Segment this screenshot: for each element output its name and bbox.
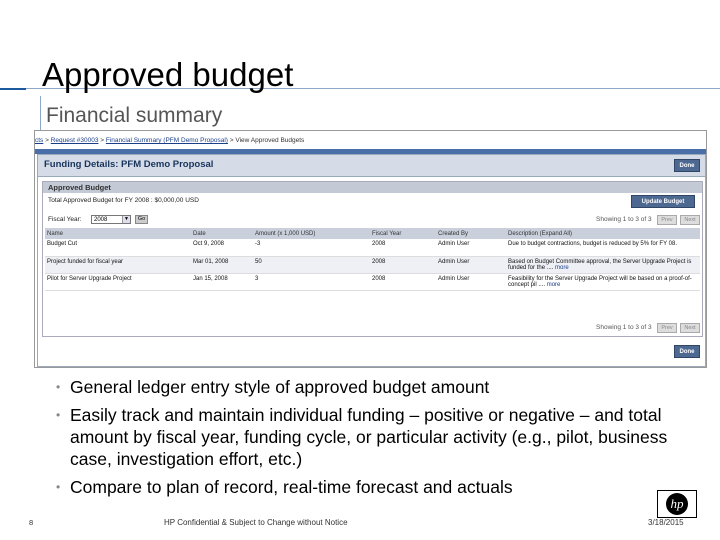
cell-amount: 3 (253, 273, 370, 290)
cell-name: Project funded for fiscal year (45, 256, 191, 273)
cell-created-by: Admin User (436, 256, 506, 273)
approved-budget-header (43, 182, 702, 193)
bullet-item (56, 404, 696, 470)
footer-date: 3/18/2015 (648, 518, 684, 527)
hp-logo-icon (657, 490, 697, 518)
cell-description (506, 256, 700, 273)
confidential-notice: HP Confidential & Subject to Change without Notice (164, 518, 348, 527)
bullet-text: General ledger entry style of approved budget amount (70, 377, 490, 397)
cell-fiscal-year: 2008 (370, 273, 436, 290)
description-text: Feasibility for the Server Upgrade Project will be based on a proof-of-concept pil .... (508, 275, 692, 288)
column-header-date[interactable]: Date (191, 228, 253, 239)
funding-details-header (38, 155, 705, 177)
more-link[interactable]: more (546, 281, 561, 288)
column-header-amount[interactable]: Amount (x 1,000 USD) (253, 228, 370, 239)
column-header-description[interactable]: Description (Expand All) (506, 228, 700, 239)
funding-details-box (37, 154, 706, 367)
breadcrumb-item-2[interactable]: Financial Summary (PFM Demo Proposal) (105, 137, 228, 144)
bullet-list (56, 376, 696, 504)
cell-created-by: Admin User (436, 273, 506, 290)
cell-amount: 50 (253, 256, 370, 273)
fiscal-year-select[interactable] (91, 215, 131, 224)
approved-budget-section (42, 181, 703, 337)
column-header-fiscal-year[interactable]: Fiscal Year (370, 228, 436, 239)
more-link[interactable]: more (555, 264, 569, 271)
showing-count-bottom: Showing 1 to 3 of 3 (596, 324, 652, 331)
column-header-created-by[interactable]: Created By (436, 228, 506, 239)
bullet-text: Easily track and maintain individual funding – positive or negative – and total amount by fiscal year, funding cycle, or particular activity (e.g., pilot, business case, investigation effort, etc.) (70, 405, 668, 469)
done-button-top[interactable]: Done (674, 159, 700, 172)
next-button-bottom[interactable]: Next (680, 323, 700, 333)
bullet-item (56, 476, 696, 498)
cell-created-by: Admin User (436, 239, 506, 256)
fiscal-year-label: Fiscal Year: (48, 216, 82, 223)
chevron-down-icon: ▼ (122, 216, 130, 223)
table-header-row (45, 228, 700, 239)
cell-name: Pilot for Server Upgrade Project (45, 273, 191, 290)
breadcrumb-item-0[interactable]: cts (35, 137, 44, 144)
cell-description (506, 273, 700, 290)
screenshot-panel (34, 130, 707, 368)
cell-fiscal-year: 2008 (370, 239, 436, 256)
cell-amount: -3 (253, 239, 370, 256)
hp-logo-text: hp (670, 496, 684, 511)
cell-name: Budget Cut (45, 239, 191, 256)
subtitle-rule (40, 96, 41, 130)
bullet-text: Compare to plan of record, real-time forecast and actuals (70, 477, 513, 497)
slide-title: Approved budget (42, 56, 294, 93)
bullet-item (56, 376, 696, 398)
prev-button-top[interactable]: Prev (657, 215, 677, 225)
cell-description: Due to budget contractions, budget is reduced by 5% for FY 08. (506, 239, 700, 256)
next-button-top[interactable]: Next (680, 215, 700, 225)
prev-button-bottom[interactable]: Prev (657, 323, 677, 333)
title-accent-bar (0, 88, 26, 90)
cell-date: Jan 15, 2008 (191, 273, 253, 290)
page-number: 8 (29, 518, 34, 527)
cell-date: Oct 9, 2008 (191, 239, 253, 256)
bullet-icon: • (56, 380, 61, 394)
total-approved-budget: Total Approved Budget for FY 2008 : $0,000,00 USD (48, 197, 199, 204)
breadcrumb-item-3: View Approved Budgets (235, 137, 305, 144)
funding-details-title: Funding Details: PFM Demo Proposal (44, 159, 214, 170)
update-budget-button[interactable]: Update Budget (631, 195, 695, 208)
slide-subtitle: Financial summary (46, 104, 223, 127)
breadcrumb: cts > Request #30003 > Financial Summary (PFM Demo Proposal) > View Approved Budgets (35, 137, 305, 144)
cell-fiscal-year: 2008 (370, 256, 436, 273)
description-text: Based on Budget Committee approval, the Server Upgrade Project is funded for the .... (508, 258, 692, 271)
breadcrumb-item-1[interactable]: Request #30003 (50, 137, 99, 144)
showing-count-top: Showing 1 to 3 of 3 (596, 216, 652, 223)
column-header-name[interactable]: Name (45, 228, 191, 239)
cell-date: Mar 01, 2008 (191, 256, 253, 273)
table-row[interactable] (45, 273, 700, 290)
approved-budget-heading: Approved Budget (48, 183, 111, 192)
done-button-bottom[interactable]: Done (674, 345, 700, 358)
go-button[interactable]: Go (135, 215, 148, 224)
table-row[interactable] (45, 256, 700, 273)
fiscal-year-value: 2008 (94, 217, 108, 223)
bullet-icon: • (56, 480, 61, 494)
bullet-icon: • (56, 408, 61, 422)
table-row[interactable] (45, 239, 700, 256)
approved-budget-table (45, 228, 700, 291)
